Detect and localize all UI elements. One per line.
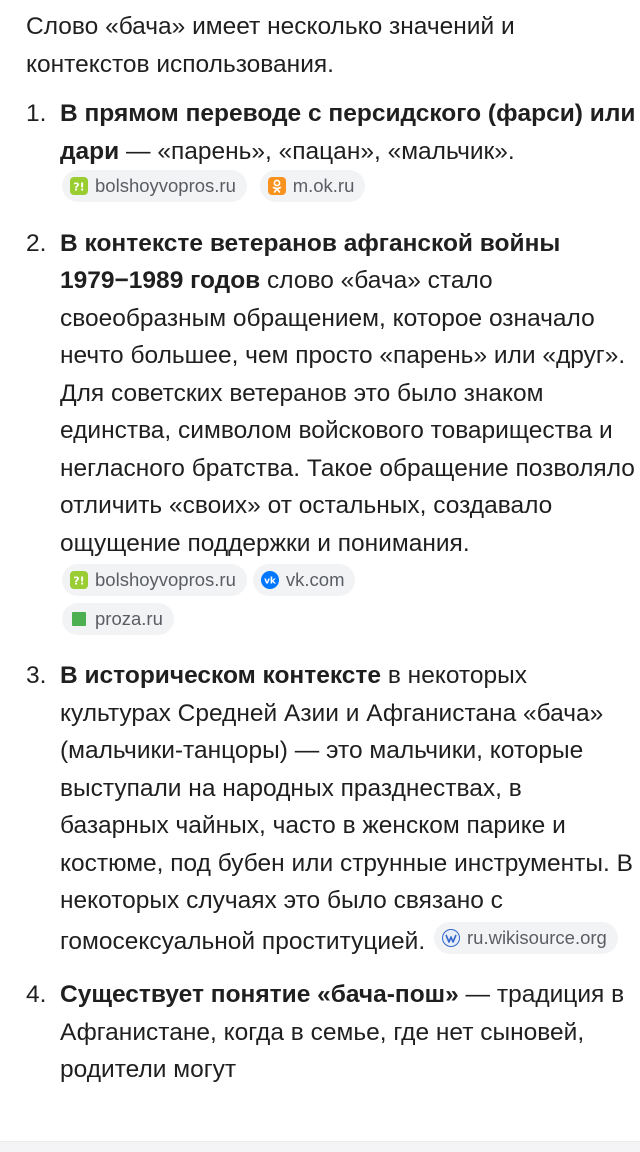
bottom-bar xyxy=(0,1141,640,1152)
bolshoyvopros-icon xyxy=(70,177,88,195)
source-label: ru.wikisource.org xyxy=(467,926,607,948)
answer-list xyxy=(26,95,636,1089)
source-chips xyxy=(60,601,636,642)
source-label: bolshoyvopros.ru xyxy=(95,175,236,196)
list-number: 4. xyxy=(26,981,47,1008)
svg-text:vk: vk xyxy=(263,576,276,587)
item-heading: Существует понятие «бача-пош» xyxy=(60,981,459,1008)
source-label: proza.ru xyxy=(95,607,163,629)
source-label: vk.com xyxy=(285,569,345,590)
source-chips xyxy=(60,168,636,209)
source-chip-bolshoyvopros[interactable] xyxy=(62,170,247,202)
item-text: — «парень», «пацан», «мальчик». xyxy=(119,137,515,165)
source-chip-wikisource[interactable] xyxy=(434,922,618,954)
list-item xyxy=(26,225,636,642)
source-label: bolshoyvopros.ru xyxy=(95,569,236,590)
source-chip-vk[interactable] xyxy=(253,564,356,596)
svg-text:?!: ?! xyxy=(73,180,85,194)
source-chip-proza[interactable] xyxy=(62,603,174,635)
item-heading: В контексте ветеранов афганской войны 1979−1989 годов xyxy=(60,229,561,294)
source-chip-bolshoyvopros[interactable] xyxy=(62,564,247,596)
source-chip-ok[interactable] xyxy=(260,170,366,202)
odnoklassniki-icon xyxy=(268,177,286,195)
answer-content xyxy=(26,8,636,1105)
list-number: 2. xyxy=(26,229,47,257)
bolshoyvopros-icon xyxy=(70,571,88,589)
list-item xyxy=(26,657,636,960)
item-text: — традиция в Афганистане, когда в семье, где нет сыновей, родители могут xyxy=(60,981,625,1083)
list-number: 3. xyxy=(26,662,47,689)
list-item xyxy=(26,976,636,1089)
list-number: 1. xyxy=(26,100,47,127)
vk-icon xyxy=(261,571,279,589)
proza-icon xyxy=(70,610,88,628)
svg-text:?!: ?! xyxy=(73,574,85,588)
item-text: слово «бача» стало своеобразным обращением, которое означало нечто большее, чем просто «парень» или «друг». Для советских ветеранов это было знаком единства, символом войскового товарищества и негласного братства. Такое обращение позволяло отличить «своих» от остальных, создавало ощущение поддержки и понимания. xyxy=(60,267,635,557)
wikisource-icon xyxy=(442,929,460,947)
item-heading: В прямом переводе с персидского (фарси) или дари xyxy=(60,100,636,165)
intro-text: Слово «бача» имеет несколько значений и контекстов использования. xyxy=(26,13,515,78)
item-text: в некоторых культурах Средней Азии и Афганистана «бача» (мальчики-танцоры) — это мальчики, которые выступали на народных празднествах, в базарных чайных, часто в женском парике и костюме, под бубен или струнные инструменты. В некоторых случаях это было связано с гомосексуальной проституцией. xyxy=(60,662,633,955)
list-item xyxy=(26,95,636,209)
item-heading: В историческом контексте xyxy=(60,662,382,689)
source-label: m.ok.ru xyxy=(292,175,355,196)
